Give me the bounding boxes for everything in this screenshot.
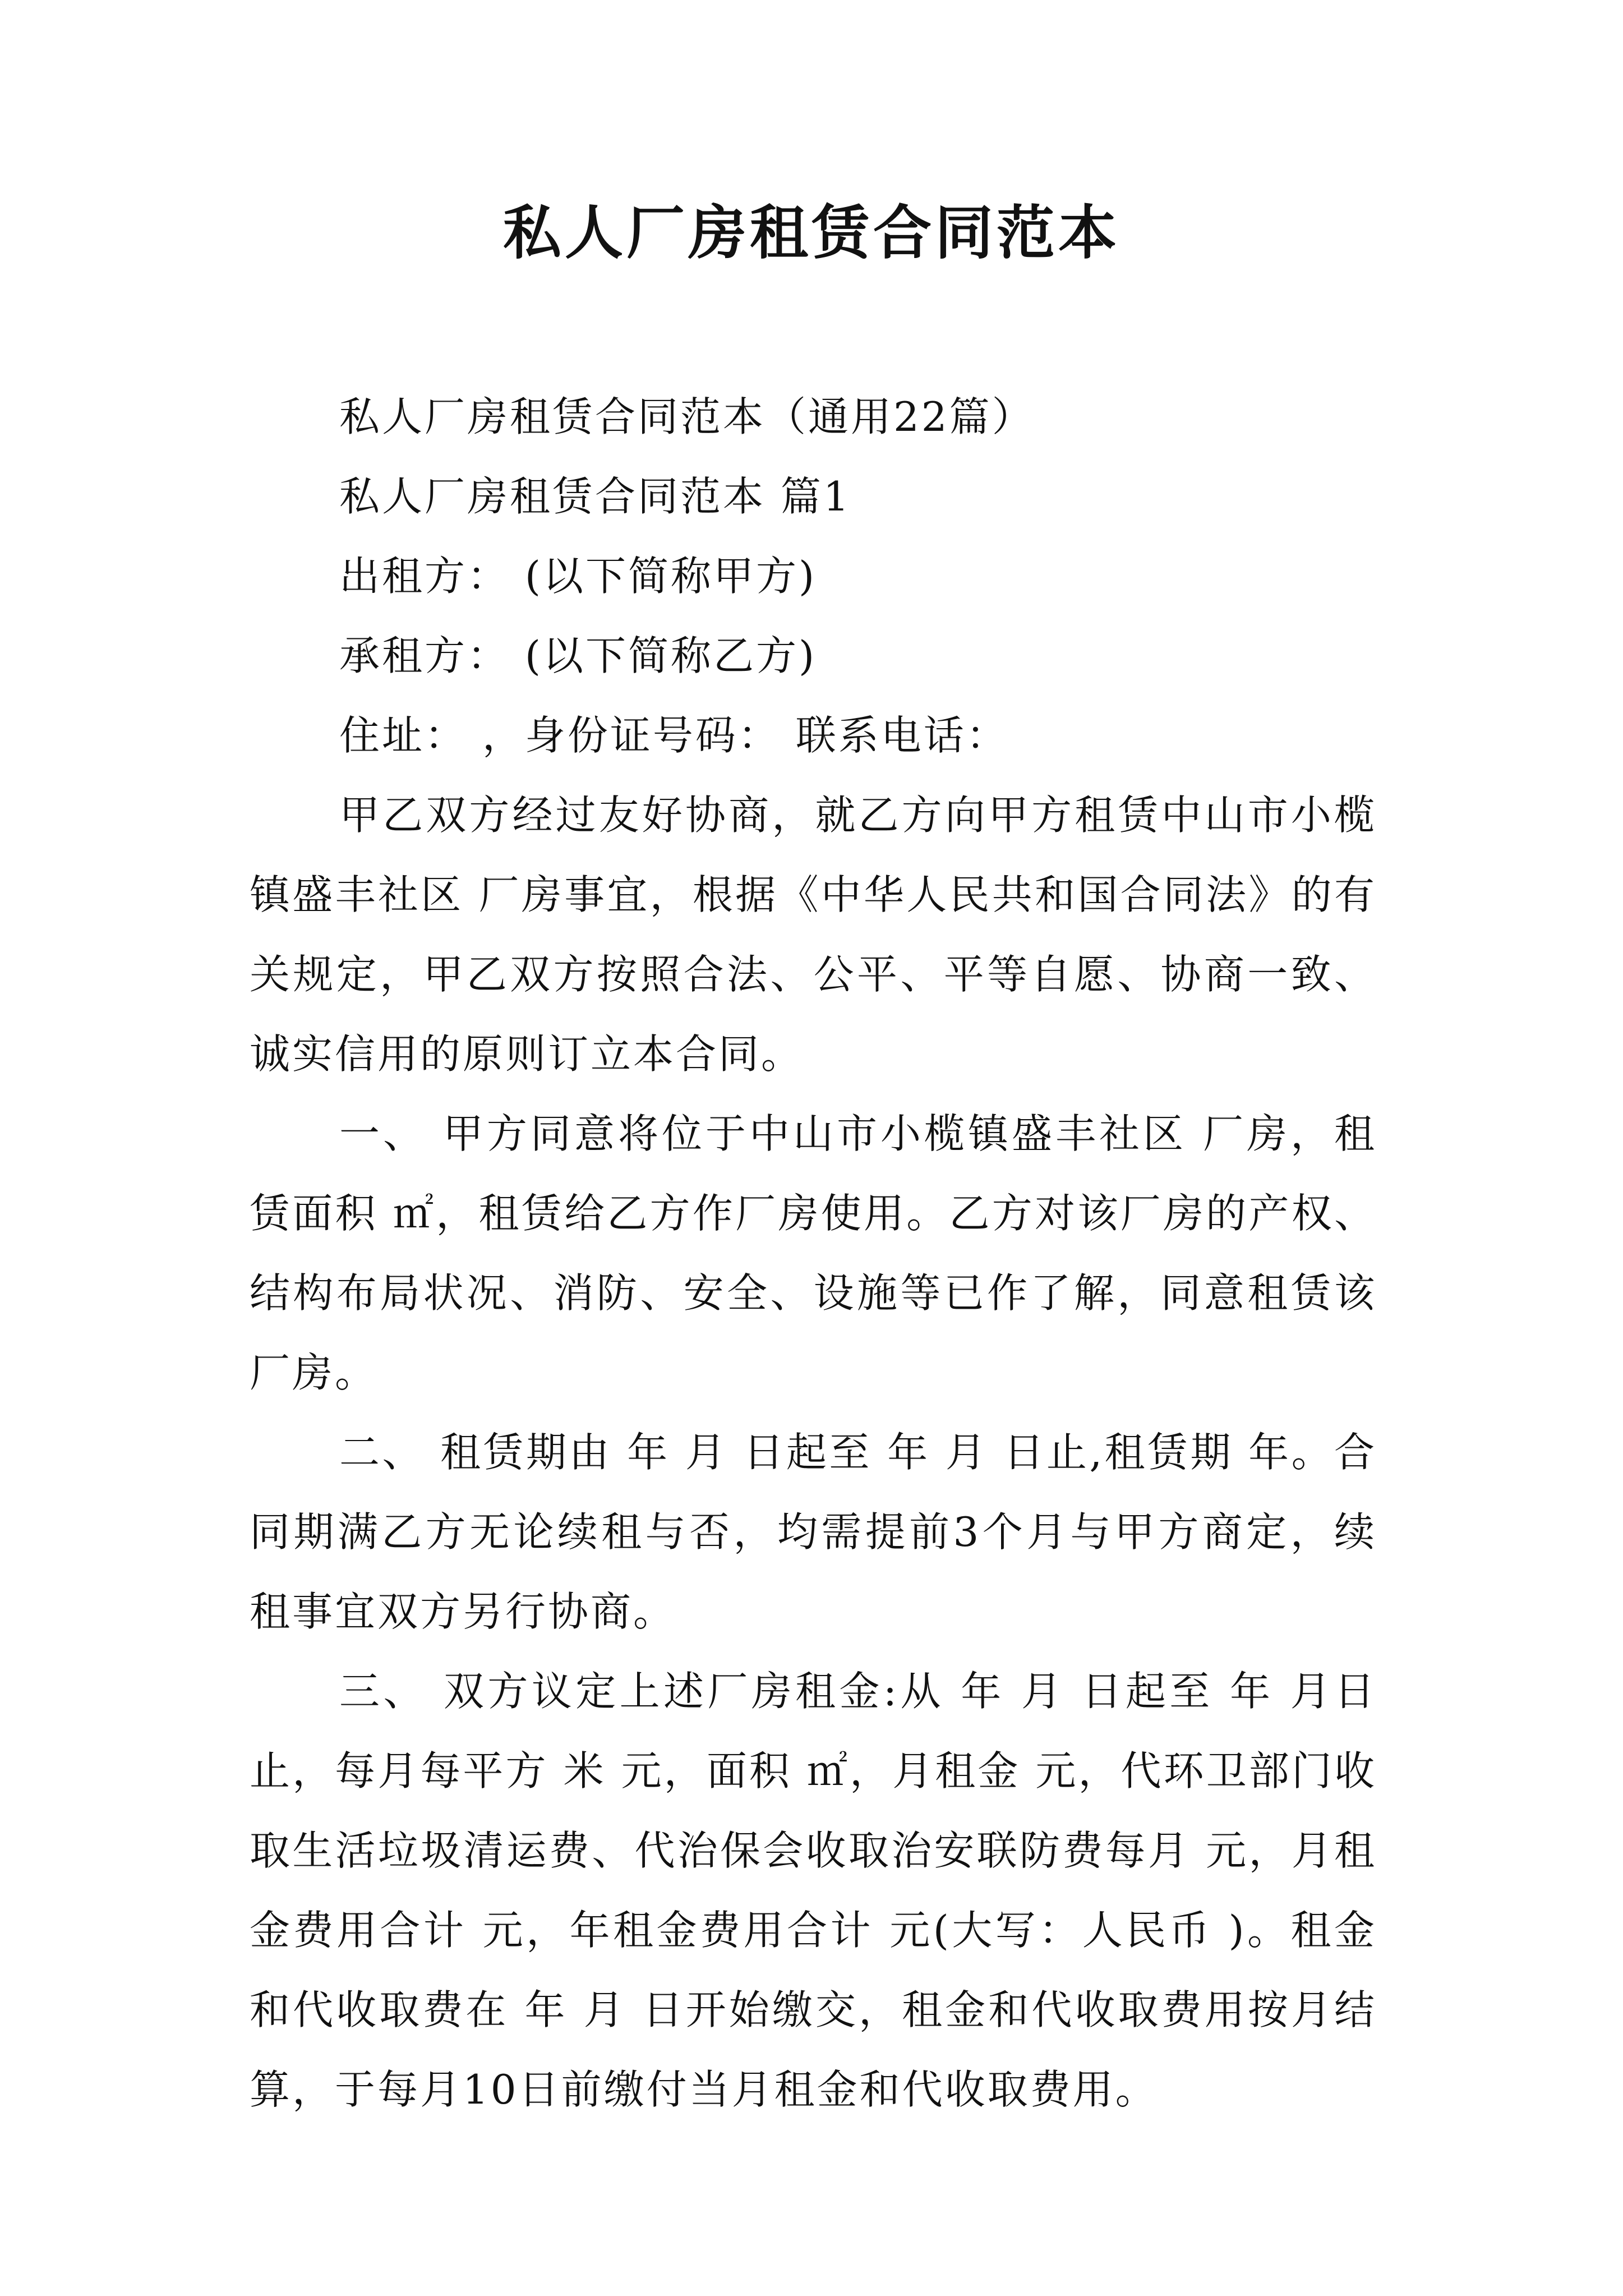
document-body: [250, 377, 1377, 2129]
paragraph-lessor: 出租方： (以下简称甲方): [339, 553, 817, 600]
paragraph-section-heading: 私人厂房租赁合同范本 篇1: [339, 473, 851, 520]
paragraph-clause-2: 二、 租赁期由 年 月 日起至 年 月 日止,租赁期 年。合同期满乙方无论续租与否，均需提前3个月与甲方商定，续租事宜双方另行协商。: [250, 1429, 1377, 1635]
paragraph-clause-3: 三、 双方议定上述厂房租金:从 年 月 日起至 年 月日止，每月每平方 米 元，面积 ㎡，月租金 元，代环卫部门收取生活垃圾清运费、代治保会收取治安联防费每月 元，月租金费用合计 元，年租金费用合计 元(大写：人民币 )。租金和代收取费在 年 月 日开始缴交，租金和代收取费用按月结算，于每月10日前缴付当月租金和代收取费用。: [250, 1668, 1377, 2113]
paragraph-address: 住址： ，身份证号码： 联系电话：: [339, 712, 1009, 759]
paragraph-preamble: 甲乙双方经过友好协商，就乙方向甲方租赁中山市小榄镇盛丰社区 厂房事宜，根据《中华人民共和国合同法》的有关规定，甲乙双方按照合法、公平、平等自愿、协商一致、诚实信用的原则订立本合同。: [250, 792, 1377, 1078]
paragraph-subtitle: 私人厂房租赁合同范本（通用22篇）: [339, 393, 1035, 440]
paragraph-clause-1: 一、 甲方同意将位于中山市小榄镇盛丰社区 厂房，租赁面积 ㎡，租赁给乙方作厂房使用。乙方对该厂房的产权、结构布局状况、消防、安全、设施等已作了解，同意租赁该厂房。: [250, 1110, 1377, 1396]
paragraph-lessee: 承租方： (以下简称乙方): [339, 632, 817, 679]
document-title: 私人厂房租赁合同范本: [502, 198, 1120, 267]
